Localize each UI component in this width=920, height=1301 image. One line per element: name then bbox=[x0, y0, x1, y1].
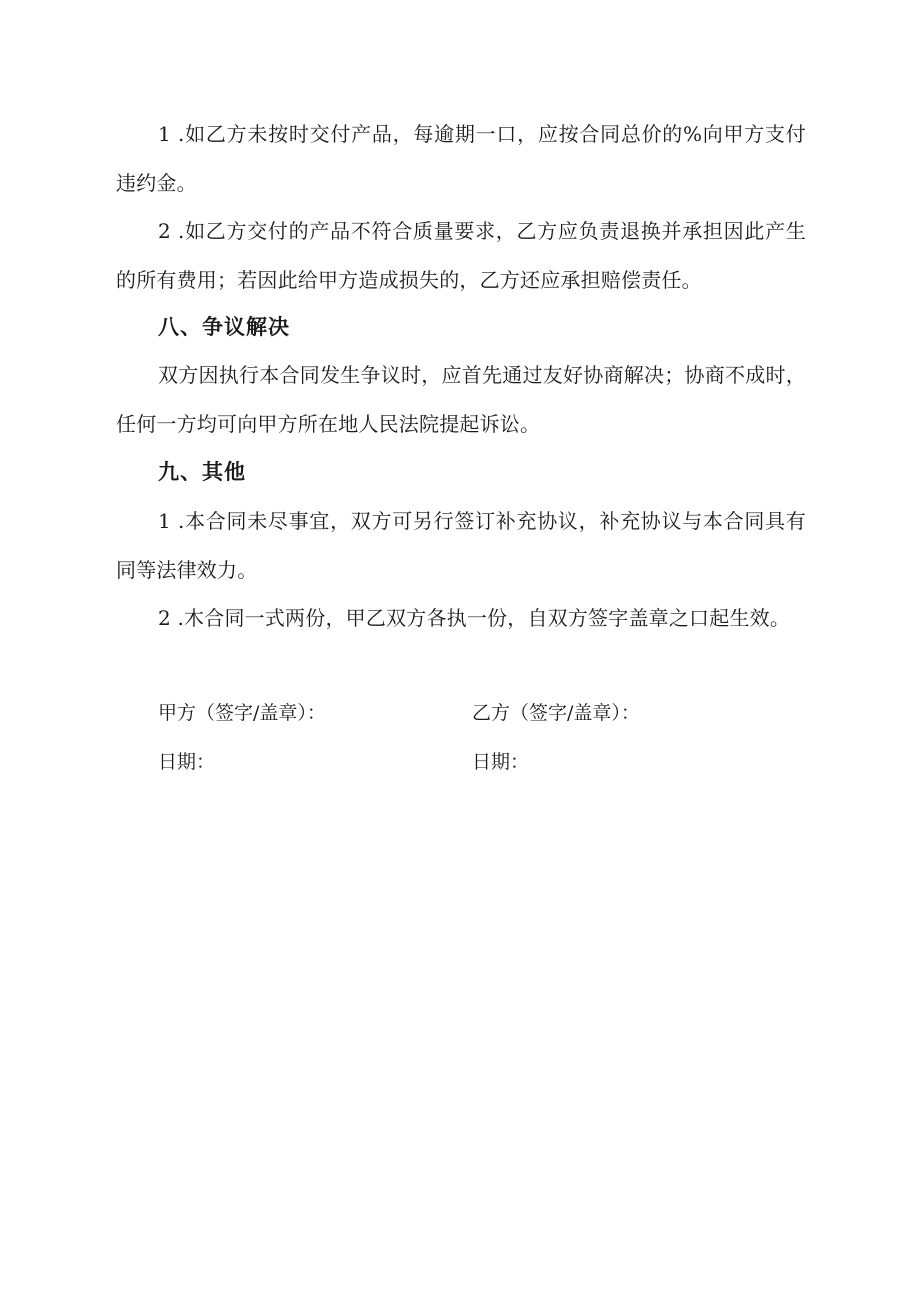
party-b-signature-label: 乙方（签字/盖章）： bbox=[472, 702, 640, 724]
clause-7-item-2: 2 .如乙方交付的产品不符合质量要求，乙方应负责退换并承担因此产生的所有费用；若因此给甲方造成损失的，乙方还应承担赔偿责任。 bbox=[116, 219, 806, 292]
section-8-body: 双方因执行本合同发生争议时，应首先通过友好协商解决；协商不成时，任何一方均可向甲方所在地人民法院提起诉讼。 bbox=[116, 363, 806, 436]
section-9-heading: 九、其他 bbox=[158, 460, 246, 484]
section-8-heading: 八、争议解决 bbox=[158, 315, 290, 339]
party-a-signature-label: 甲方（签字/盖章）： bbox=[158, 702, 326, 724]
clause-7-item-1: 1 .如乙方未按时交付产品，每逾期一口，应按合同总价的%向甲方支付违约金。 bbox=[116, 122, 806, 195]
party-b-date-label: 日期： bbox=[472, 751, 530, 773]
clause-9-item-1: 1 .本合同未尽事宜，双方可另行签订补充协议，补充协议与本合同具有同等法律效力。 bbox=[116, 509, 806, 582]
clause-9-item-2: 2 .木合同一式两份，甲乙双方各执一份，自双方签字盖章之口起生效。 bbox=[158, 606, 791, 630]
party-a-date-label: 日期： bbox=[158, 751, 216, 773]
